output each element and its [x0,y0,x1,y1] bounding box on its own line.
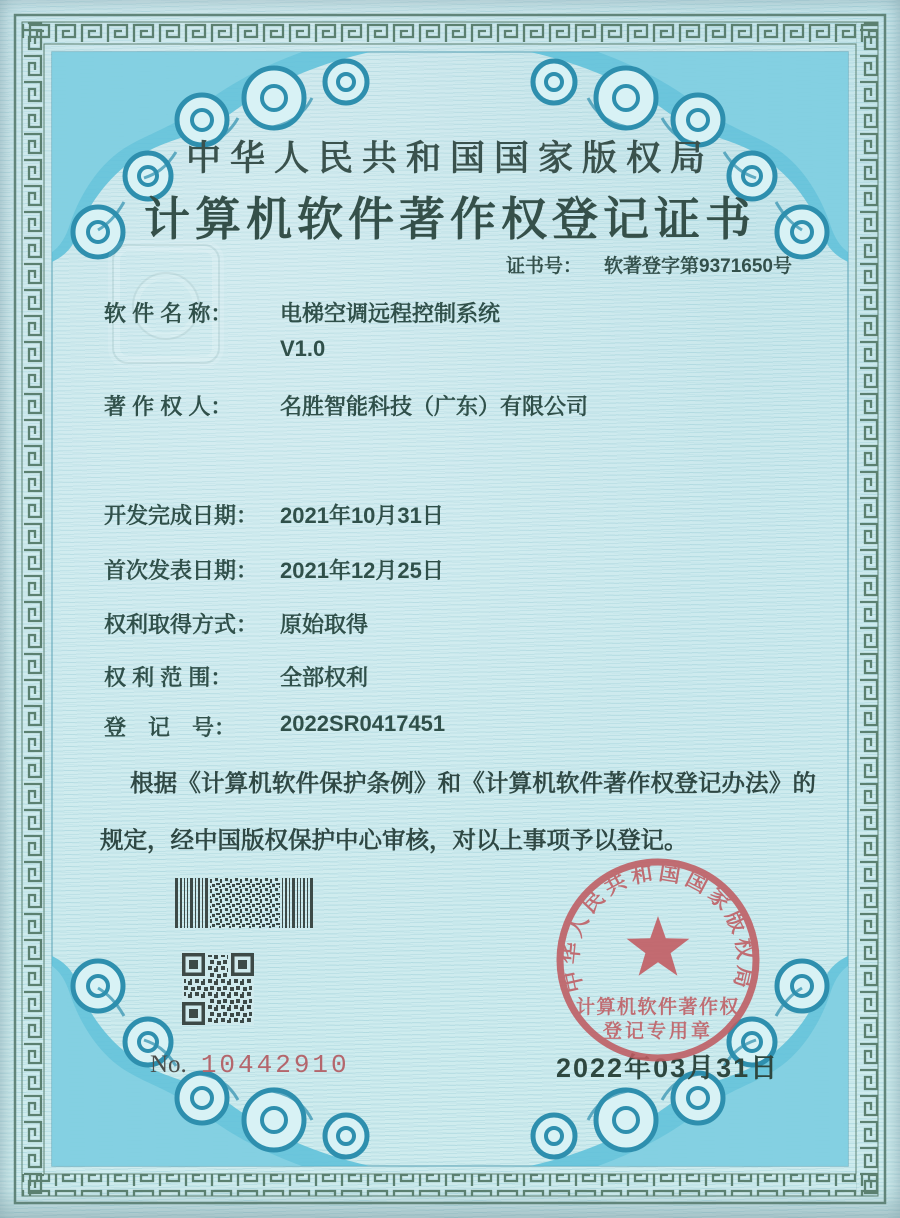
field-registration-number [0,711,445,742]
field-copyright-owner [0,390,588,421]
field-label: 著 作 权 人： [104,394,233,419]
registration-statement: 根据《计算机软件保护条例》和《计算机软件著作权登记办法》的规定，经中国版权保护中心审核，对以上事项予以登记。 [100,771,816,854]
field-value: 全部权利 [280,665,369,690]
certificate-number-value: 软著登字第9371650号 [604,256,792,277]
seal-ring-text: 中华人民共和国国家版权局 [558,860,758,995]
issue-date: 2022年03月31日 [556,1053,780,1083]
field-value: 2021年10月31日 [280,503,444,528]
barcode [175,878,315,928]
field-label: 首次发表日期： [104,558,259,583]
certificate-title: 计算机软件著作权登记证书 [144,194,756,245]
field-value-version: V1.0 [280,336,326,361]
field-label: 权利取得方式： [104,612,259,637]
serial-number: 10442910 [200,1050,350,1080]
field-value: 电梯空调远程控制系统 [280,301,501,326]
seal-star-icon [627,916,690,976]
field-label: 登 记 号： [104,715,237,740]
field-label: 开发完成日期： [104,503,259,528]
serial-number-line [150,1050,350,1080]
qr-code [182,953,254,1025]
certificate-number-label: 证书号： [506,256,583,277]
certificate-number-line [506,251,792,278]
field-label: 权 利 范 围： [104,665,233,690]
serial-prefix: No. [150,1051,187,1078]
seal-line2: 登记专用章 [602,1021,714,1042]
field-value: 原始取得 [280,612,369,637]
field-value: 名胜智能科技（广东）有限公司 [280,394,589,419]
field-label: 软 件 名 称： [104,301,233,326]
field-software-name [0,297,500,362]
field-rights-acquisition [0,608,368,639]
seal-line1: 计算机软件著作权 [575,997,741,1018]
field-dev-complete-date [0,499,444,530]
field-value: 2021年12月25日 [280,558,444,583]
field-first-publish-date [0,554,444,585]
official-seal-stamp [550,852,766,1068]
authority-title: 中华人民共和国国家版权局 [185,139,714,178]
field-value: 2022SR0417451 [280,711,446,736]
field-rights-scope [0,661,368,692]
